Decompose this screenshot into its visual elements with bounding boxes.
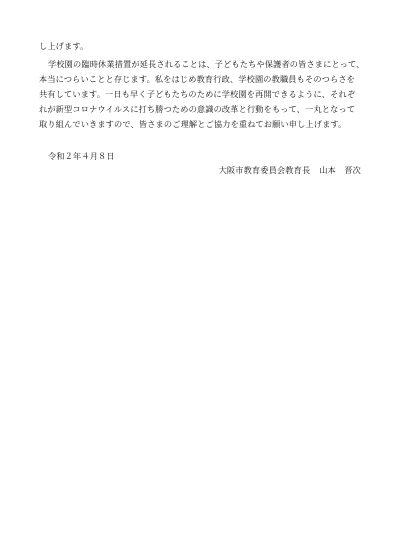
body-line: 取り組んでいきますので、皆さまのご理解とご協力を重ねてお願い申し上げます。 xyxy=(39,119,347,129)
body-line: 本当につらいことと存じます。私をはじめ教育行政、学校園の教職員もそのつらさを xyxy=(39,74,356,84)
signature-block xyxy=(219,165,361,175)
signature-name: 山本 晋次 xyxy=(319,165,361,175)
body-line: れが新型コロナウイルスに打ち勝つための意識の改革と行動をもって、一丸となって xyxy=(39,104,356,114)
signature-title: 大阪市教育委員会教育長 xyxy=(218,165,311,175)
letter-date: 令和２年４月８日 xyxy=(48,151,115,161)
body-line: 学校園の臨時休業措置が延長されることは、子どもたちや保護者の皆さまにとって、 xyxy=(48,59,365,69)
body-line: 共有しています。一日も早く子どもたちのために学校園を再開できるように、それぞ xyxy=(39,89,356,99)
body-line: し上げます。 xyxy=(39,41,89,51)
